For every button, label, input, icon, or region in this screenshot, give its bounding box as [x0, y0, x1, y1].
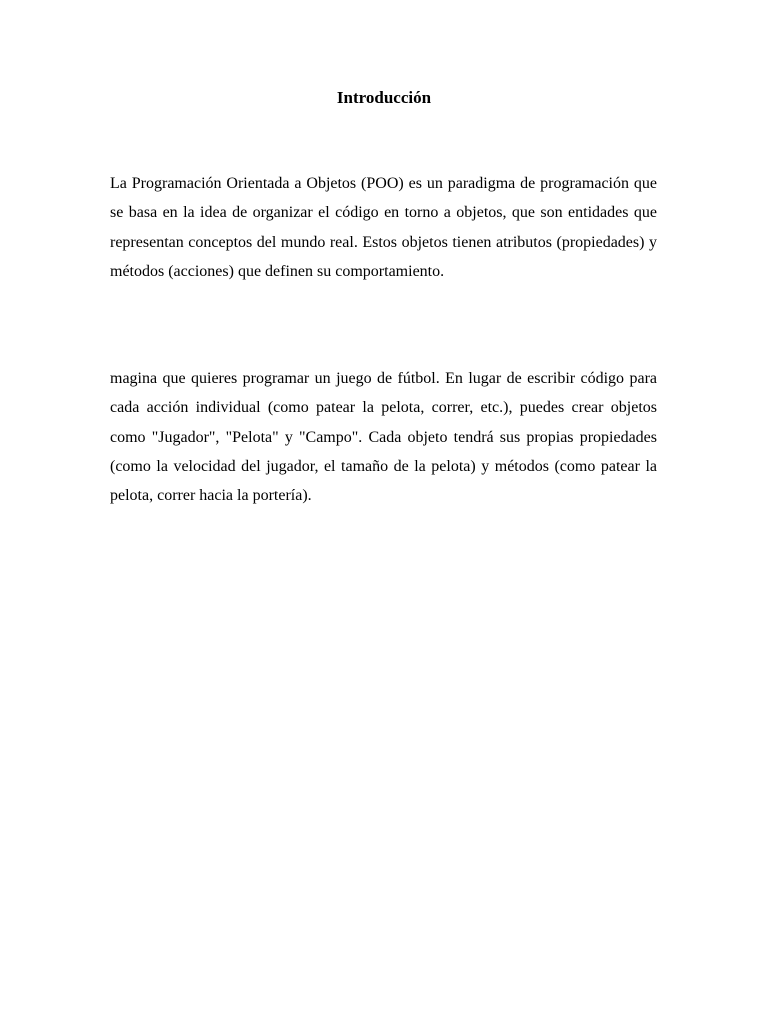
example-paragraph: magina que quieres programar un juego de fútbol. En lugar de escribir código para cada acción individual (como patear la pelota, correr, etc.), puedes crear objetos como "Jugador", "Pelota" y "Campo". Cada objeto tendrá sus propias propiedades (como la velocidad del jugador, el tamaño de la pelota) y métodos (como patear la pelota, correr hacia la portería). [110, 370, 657, 505]
page-title: Introducción [336, 88, 432, 107]
intro-paragraph: La Programación Orientada a Objetos (POO) es un paradigma de programación que se basa en la idea de organizar el código en torno a objetos, que son entidades que representan conceptos del mundo real. Estos objetos tienen atributos (propiedades) y métodos (acciones) que definen su comportamiento. [110, 175, 657, 280]
